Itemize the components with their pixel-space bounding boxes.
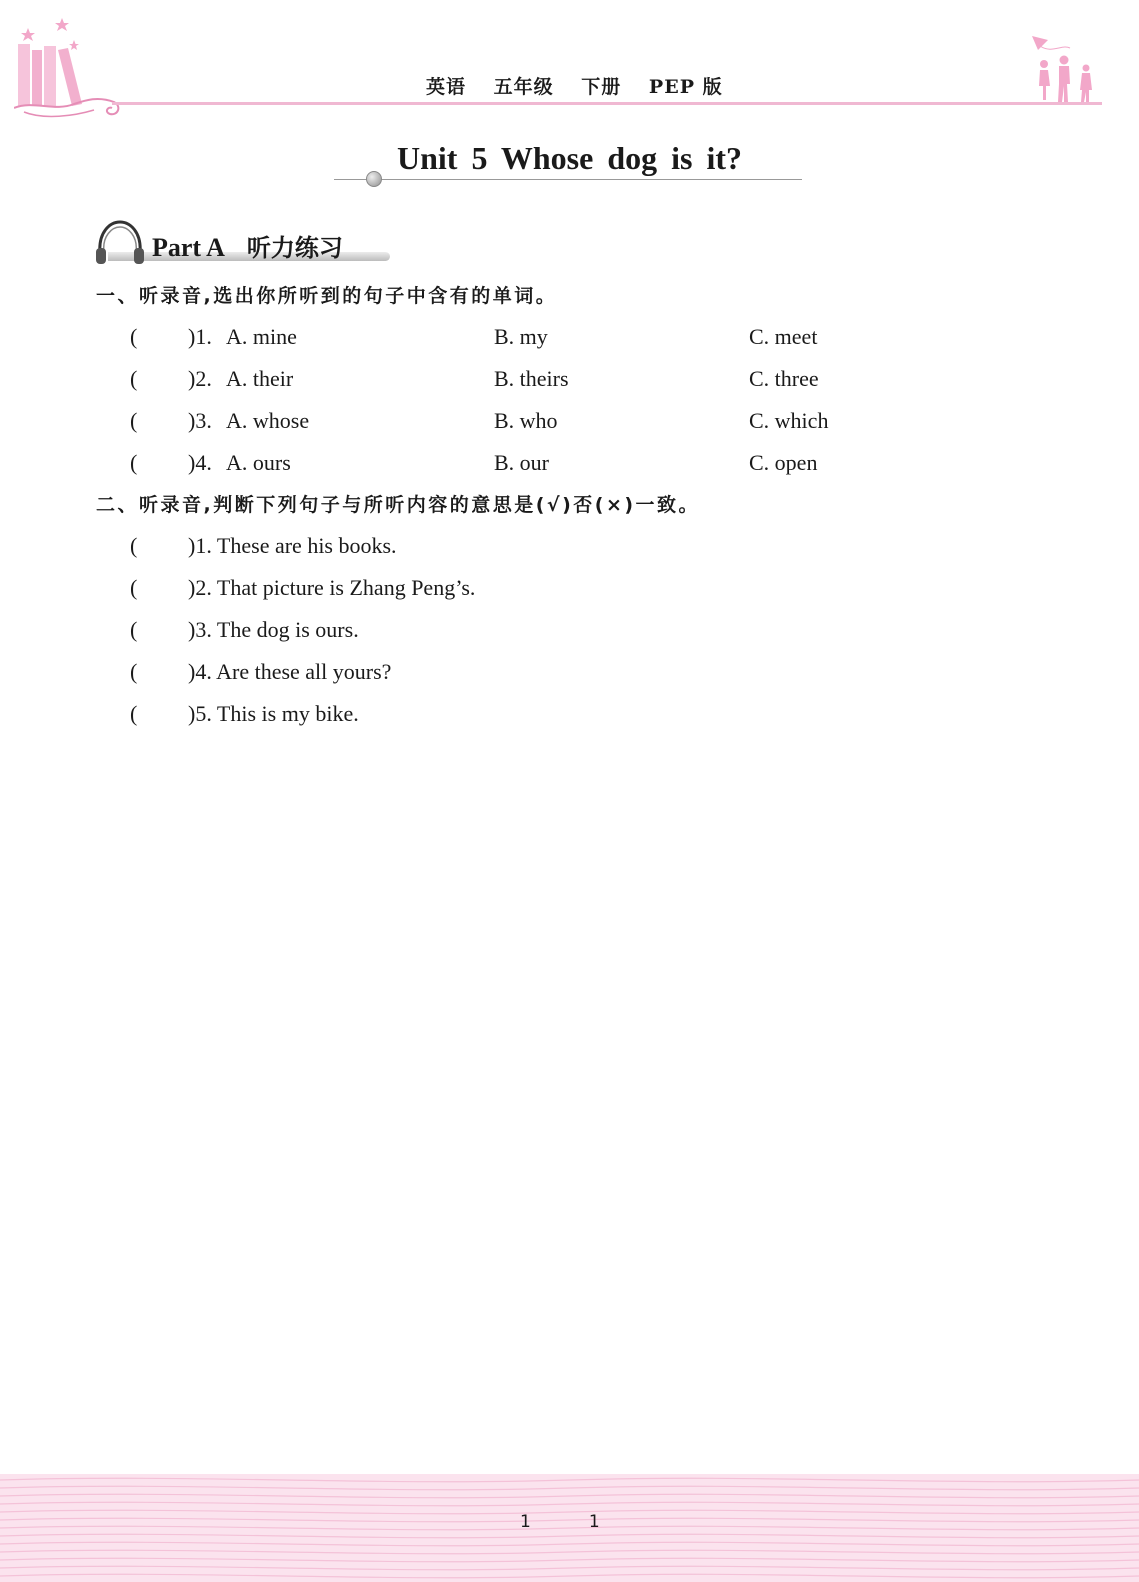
question-text: )5. This is my bike.: [188, 701, 359, 726]
option-a: A. ours: [226, 450, 291, 475]
section1-title: 一、听录音,选出你所听到的句子中含有的单词。: [96, 285, 558, 307]
children-kite-silhouette-icon: [1028, 34, 1102, 106]
option-b: B. theirs: [494, 366, 569, 391]
option-c: C. which: [749, 408, 829, 433]
answer-blank[interactable]: (: [130, 575, 138, 600]
page-number-right: 1: [588, 1512, 600, 1532]
option-c: C. open: [749, 450, 818, 475]
answer-blank[interactable]: (: [130, 366, 138, 391]
option-c: C. meet: [749, 324, 818, 349]
section1-question: [130, 324, 1030, 354]
part-label: Part A: [152, 233, 225, 262]
answer-blank[interactable]: (: [130, 408, 138, 433]
answer-blank[interactable]: (: [130, 533, 138, 558]
answer-blank[interactable]: (: [130, 450, 138, 475]
title-underline: [334, 179, 802, 180]
part-name: 听力练习: [246, 234, 343, 262]
option-a: A. whose: [226, 408, 310, 433]
option-a: A. mine: [226, 324, 297, 349]
question-text: )1. These are his books.: [188, 533, 397, 558]
header-grade: 五年级: [493, 76, 554, 98]
option-c: C. three: [749, 366, 819, 391]
section2-question: [130, 617, 1030, 647]
section1-question: [130, 408, 1030, 438]
option-a: A. their: [226, 366, 294, 391]
option-b: B. our: [494, 450, 549, 475]
unit-title: Unit 5 Whose dog is it?: [396, 140, 742, 176]
page-number-left: 1: [520, 1512, 531, 1532]
title-bullet-icon: [366, 171, 382, 187]
section2-title: 二、听录音,判断下列句子与所听内容的意思是(√)否(×)一致。: [96, 494, 701, 516]
question-number: )2.: [188, 366, 212, 391]
question-number: )1.: [188, 324, 212, 349]
section2-question: [130, 701, 1030, 731]
answer-blank[interactable]: (: [130, 701, 138, 726]
option-b: B. my: [494, 324, 548, 349]
page-number: [520, 1512, 658, 1532]
option-b: B. who: [494, 408, 558, 433]
answer-blank[interactable]: (: [130, 324, 138, 349]
question-text: )3. The dog is ours.: [188, 617, 359, 642]
book-header: [426, 72, 743, 99]
question-text: )4. Are these all yours?: [188, 659, 392, 684]
section1-question: [130, 450, 1030, 480]
header-rule: [112, 102, 1102, 105]
answer-blank[interactable]: (: [130, 617, 138, 642]
question-number: )4.: [188, 450, 212, 475]
part-header: [92, 218, 402, 270]
header-subject: 英语: [426, 76, 467, 98]
header-edition: PEP 版: [648, 76, 723, 98]
question-number: )3.: [188, 408, 212, 433]
question-text: )2. That picture is Zhang Peng’s.: [188, 575, 476, 600]
section2-question: [130, 533, 1030, 563]
part-title: [152, 228, 343, 263]
books-decoration-icon: [14, 16, 126, 122]
section1-question: [130, 366, 1030, 396]
answer-blank[interactable]: (: [130, 659, 138, 684]
section2-question: [130, 575, 1030, 605]
headphone-icon: [92, 218, 148, 268]
section2-question: [130, 659, 1030, 689]
header-term: 下册: [581, 76, 622, 98]
